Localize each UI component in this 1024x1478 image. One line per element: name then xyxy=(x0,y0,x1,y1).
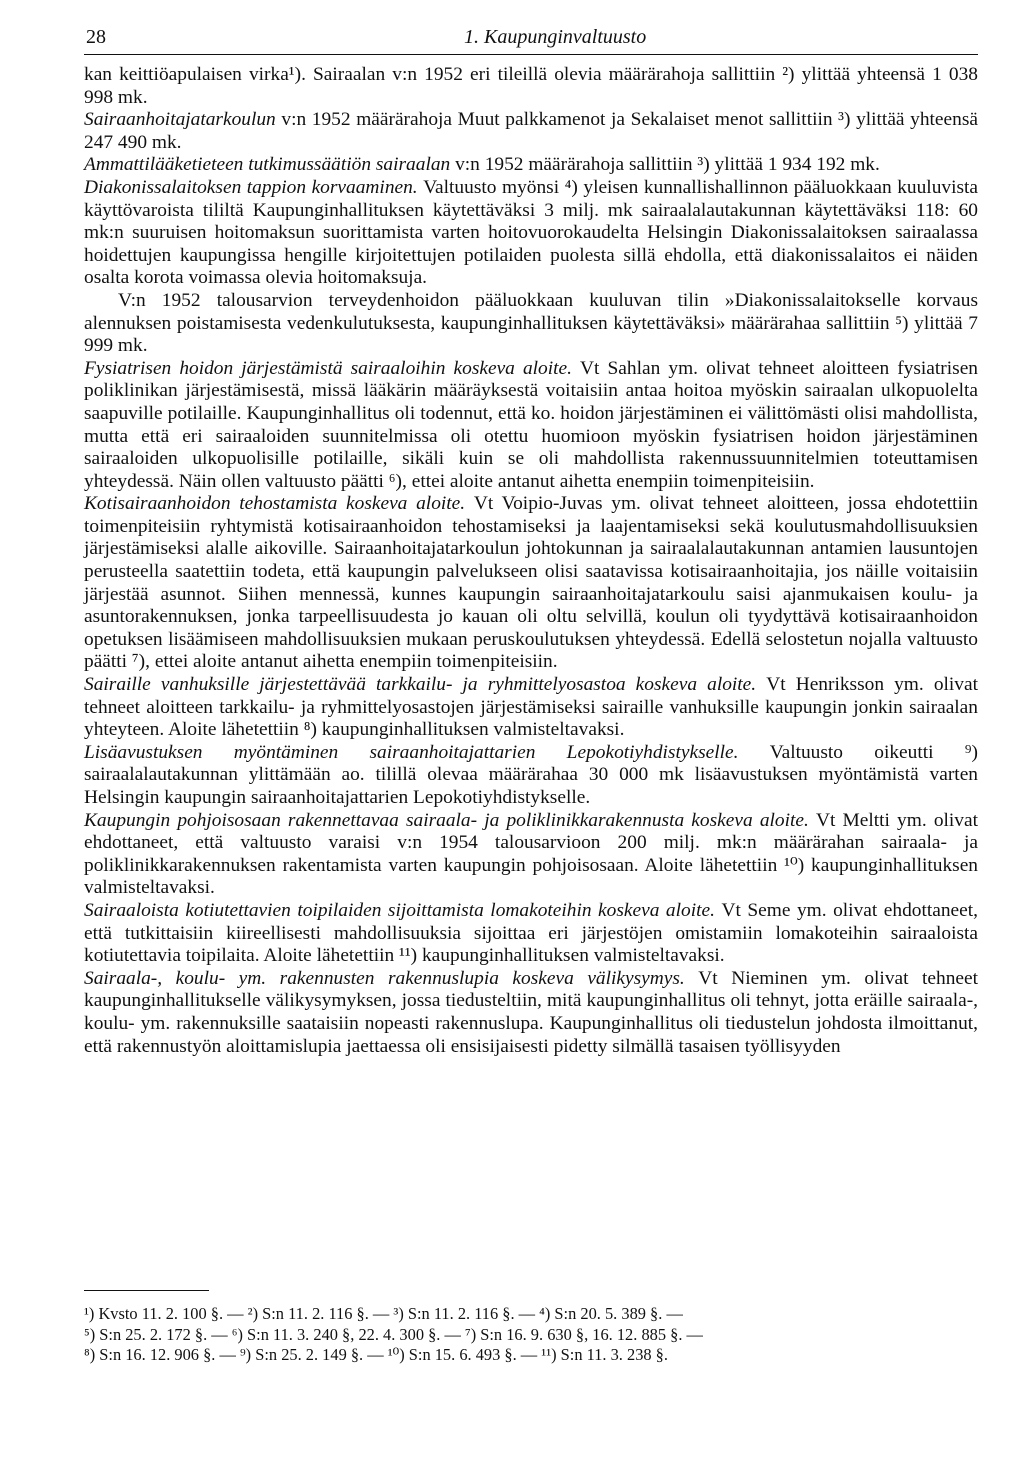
paragraph-hospital-budget xyxy=(84,64,978,109)
paragraph-occupational-medicine xyxy=(84,154,978,177)
paragraph-deaconess-loss xyxy=(84,177,978,290)
section-heading: Diakonissalaitoksen tappion korvaaminen. xyxy=(84,176,424,198)
running-title: 1. Kaupunginvaltuusto xyxy=(464,26,647,48)
section-heading: Ammattilääketieteen tutkimussäätiön sairaalan xyxy=(84,154,456,176)
paragraph-building-permits xyxy=(84,968,978,1058)
body-text xyxy=(84,64,978,1058)
paragraph-rest-home-grant xyxy=(84,742,978,810)
paragraph-physiatric xyxy=(84,358,978,494)
paragraph-text: Valtuusto oikeutti ⁹) sairaalalautakunnan ylittämään ao. tilillä olevaa määrärahaa 30 000 mk lisäavustuksen myöntämistä varten Helsingin kaupungin sairaanhoitajattarien Lepokotiyhdistykselle. xyxy=(84,741,978,808)
section-heading: Sairaanhoitajatarkoulun xyxy=(84,109,282,131)
paragraph-text: kan keittiöapulaisen virka¹). Sairaalan v:n 1952 eri tileillä olevia määrärahoja sallittiin ²) ylittää yhteensä 1 038 998 mk. xyxy=(84,64,978,108)
footnote-line: ¹) Kvsto 11. 2. 100 §. — ²) S:n 11. 2. 116 §. — ³) S:n 11. 2. 116 §. — ⁴) S:n 20. 5. 389 §. — xyxy=(84,1304,683,1323)
paragraph-convalescents xyxy=(84,900,978,968)
page-header xyxy=(84,20,978,55)
paragraph-text: Vt Henriksson ym. olivat tehneet aloitteen tarkkailu- ja ryhmittelyosastojen järjestämiseksi sairaille vanhuksille kaupungin jonkin sairaalan yhteyteen. Aloite lähetettiin ⁸) kaupunginhallituksen valmisteltavaksi. xyxy=(84,674,978,741)
paragraph-nursing-school xyxy=(84,109,978,154)
page-number: 28 xyxy=(86,26,106,48)
paragraph-text: Vt Voipio-Juvas ym. olivat tehneet aloitteen, jossa ehdotettiin toimenpiteisiin ryhtymistä kotisairaanhoidon tehostamiseksi ja laajentamiseksi sekä koulutusmahdollisuuksien järjestämiseksi alalle aikoville. Sairaanhoitajatarkoulun johtokunnan ja sairaalalautakunnan antamien lausuntojen perusteella saatettiin todeta, että kaupungin palvelukseen olisi saatavissa kotisairaanhoitajia, jos näille voitaisiin järjestää asunnot. Siihen mennessä, kunnes kaupungin sairaanhoitajatarkoulu saisi ajanmukaisen koulu- ja asuntorakennuksen, jonka tarpeellisuudesta jo kauan oli oltu selvillä, koulun oli tyydyttävä kotisairaanhoidon opetuksen lisäämiseen mahdollisuuksien mukaan peruskoulutuksen yhteydessä. Edellä selostetun nojalla valtuusto päätti ⁷), ettei aloite antanut aihetta enempiin toimenpiteisiin. xyxy=(84,493,978,673)
footnote-divider xyxy=(84,1290,209,1291)
paragraph-text: Vt Meltti ym. olivat ehdottaneet, että valtuusto varaisi v:n 1954 talousarvioon 200 milj. mk:n määrärahan sairaala- ja poliklinikkarakennuksen rakentamista varten kaupungin pohjoisosaan. Aloite lähetettiin ¹⁰) kaupunginhallituksen valmisteltavaksi. xyxy=(84,809,978,899)
footnote-line: ⁵) S:n 25. 2. 172 §. — ⁶) S:n 11. 3. 240 §, 22. 4. 300 §. — ⁷) S:n 16. 9. 630 §, 16. 12. 885 §. — xyxy=(84,1324,703,1344)
paragraph-text: Valtuusto myönsi ⁴) yleisen kunnallishallinnon pääluokkaan kuuluvista käyttövaroista tililtä Kaupunginhallituksen käytettäväksi 3 milj. mk sairaalalautakunnan käytettäväksi 118: 60 mk:n suuruisen hoitomaksun suorittamista varten hoitovuorokaudelta Helsingin Diakonissalaitoksen sairaalassa hoidettujen kaupungissa hengille kirjoitettujen potilaiden puolesta sillä ehdolla, että diakonissalaitos ei näiden osalta korota voimassa olevia hoitomaksuja. xyxy=(84,176,979,289)
paragraph-home-nursing xyxy=(84,493,978,674)
paragraph-northern-hospital xyxy=(84,810,978,900)
paragraph-text: Vt Seme ym. olivat ehdottaneet, että tutkittaisiin kiireellisesti mahdollisuuksia sijoittaa eri järjestöjen omistamiin lomakoteihin sairaaloista kotiutettavia toipilaita. Aloite lähetettiin ¹¹) kaupunginhallituksen valmisteltavaksi. xyxy=(84,899,978,967)
paragraph-text: V:n 1952 talousarvion terveydenhoidon pääluokkaan kuuluvan tilin »Diakonissalaitokselle korvaus alennuksen poistamisesta vedenkulutuksesta, kaupunginhallituksen käytettäväksi» määrärahaa sallittiin ⁵) ylittää 7 999 mk. xyxy=(84,289,978,357)
paragraph-text: v:n 1952 määrärahoja Muut palkkamenot ja Sekalaiset menot sallittiin ³) ylittää yhteensä 247 490 mk. xyxy=(84,109,978,153)
paragraph-deaconess-water xyxy=(84,290,978,358)
section-heading: Kotisairaanhoidon tehostamista koskeva aloite. xyxy=(84,493,474,515)
paragraph-text: Vt Sahlan ym. olivat tehneet aloitteen fysiatrisen poliklinikan järjestämisestä, missä lääkärin määräyksestä voitaisiin antaa hoitoa myöskin sairaalan ulkopuolelta saapuville potilaille. Kaupunginhallitus oli todennut, että ko. hoidon järjestäminen ei välittömästi olisi mahdollista, mutta että eri sairaaloiden suunnitelmissa oli otettu huomioon myöskin fysiatrisen hoidon järjestäminen sairaaloiden ulkopuolisille potilaille, sikäli kuin se oli mahdollista rakennussuunnitelmien toteuttamisen yhteydessä. Näin ollen valtuusto päätti ⁶), ettei aloite antanut aihetta enempiin toimenpiteisiin. xyxy=(84,357,978,492)
paragraph-text: Vt Nieminen ym. olivat tehneet kaupunginhallitukselle välikysymyksen, jossa tiedusteltiin, mitä kaupunginhallitus oli tehnyt, jotta eräille sairaala-, koulu- ym. rakennuksille saataisiin nopeasti rakennuslupa. Kaupunginhallitus oli tiedustelun johdosta ilmoittanut, että rakennustyön aloittamislupia jaettaessa oli ensisijaisesti pidetty silmällä tasaisen työllisyyden xyxy=(84,967,979,1057)
paragraph-elderly-ward xyxy=(84,674,978,742)
section-heading: Sairaaloista kotiutettavien toipilaiden sijoittamista lomakoteihin koskeva aloite. xyxy=(84,899,722,921)
paragraph-text: v:n 1952 määrärahoja sallittiin ³) ylittää 1 934 192 mk. xyxy=(455,154,880,176)
section-heading: Kaupungin pohjoisosaan rakennettavaa sairaala- ja poliklinikkarakennusta koskeva aloite. xyxy=(84,809,816,831)
section-heading: Lisäavustuksen myöntäminen sairaanhoitajattarien Lepokotiyhdistykselle. xyxy=(84,741,770,763)
footnotes xyxy=(84,1290,978,1366)
section-heading: Sairaala-, koulu- ym. rakennusten rakennuslupia koskeva välikysymys. xyxy=(84,967,699,989)
section-heading: Fysiatrisen hoidon järjestämistä sairaaloihin koskeva aloite. xyxy=(84,357,581,379)
footnote-line: ⁸) S:n 16. 12. 906 §. — ⁹) S:n 25. 2. 149 §. — ¹⁰) S:n 15. 6. 493 §. — ¹¹) S:n 11. 3. 238 §. xyxy=(84,1345,668,1365)
section-heading: Sairaille vanhuksille järjestettävää tarkkailu- ja ryhmittelyosastoa koskeva aloite. xyxy=(84,674,767,696)
